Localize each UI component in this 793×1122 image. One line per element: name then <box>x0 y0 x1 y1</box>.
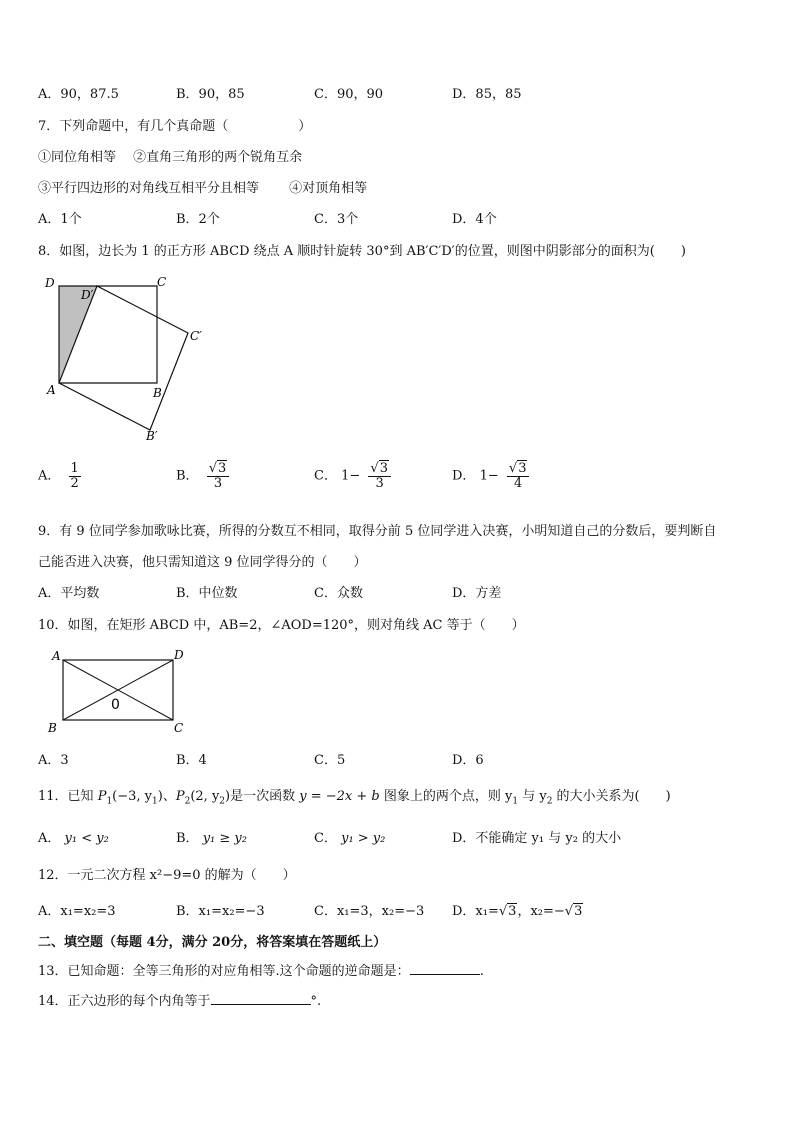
q8-label-d: D <box>45 276 55 290</box>
q14-answer-blank[interactable] <box>211 1004 311 1005</box>
q9-option-a: A．平均数 <box>38 586 100 601</box>
q8-rotated-square-figure <box>40 270 220 450</box>
q11-stem-post: 图象上的两个点，则 y <box>379 789 513 804</box>
q8-option-d-numerator: √3 <box>507 462 530 477</box>
q11-point-p2-coords: (2, y <box>190 789 220 804</box>
q12-option-d: D．x₁=√3，x₂=−√3 <box>452 904 583 919</box>
q8-option-c-denominator: 3 <box>375 475 384 491</box>
q11-stem <box>38 785 671 807</box>
q9-option-d: D．方差 <box>452 586 502 601</box>
q8-option-c-label: C． <box>314 468 337 484</box>
q13-stem-text: 13．已知命题：全等三角形的对应角相等.这个命题的逆命题是： <box>38 964 410 979</box>
q11-point-p1: P <box>97 789 107 804</box>
q7-option-a: A．1个 <box>38 212 82 227</box>
q8-option-c <box>314 462 391 490</box>
q6-option-a: A．90，87.5 <box>38 87 119 102</box>
q12-option-d-radicand-1: 3 <box>508 904 517 919</box>
q14-stem <box>38 990 321 1009</box>
q11-option-a-label: A． <box>38 831 61 846</box>
q8-option-b-numerator: √3 <box>207 462 230 477</box>
q8-option-c-radicand: 3 <box>379 461 388 476</box>
q11-option-b-label: B． <box>176 831 199 846</box>
q6-option-b: B．90，85 <box>176 87 245 102</box>
q11-point-p1-y-sub: 1 <box>152 796 158 807</box>
q8-option-a-fraction <box>69 462 81 490</box>
q11-point-p2-sub: 2 <box>184 796 191 807</box>
q8-option-d-fraction <box>507 462 530 490</box>
q8-stem: 8．如图，边长为 1 的正方形 ABCD 绕点 A 顺时针旋转 30°到 AB′C′D′的位置，则图中阴影部分的面积为( ) <box>38 244 686 259</box>
q11-point-p2: P <box>175 789 185 804</box>
q10-label-a: A <box>52 649 61 663</box>
q12-option-d-prefix: D．x₁= <box>452 904 499 919</box>
q7-option-c: C．3个 <box>314 212 359 227</box>
q11-point-p2-y-sub: 2 <box>219 796 226 807</box>
q8-option-b-radicand: 3 <box>218 461 227 476</box>
q14-end: °. <box>310 994 322 1009</box>
q8-label-d-prime: D′ <box>81 288 94 302</box>
q11-stem-end: 的大小关系为( ) <box>552 789 671 804</box>
q13-answer-blank[interactable] <box>410 974 480 975</box>
q7-option-b: B．2个 <box>176 212 220 227</box>
q11-stem-post2: 与 y <box>518 789 547 804</box>
q11-point-p1-sub: 1 <box>106 796 113 807</box>
q10-option-c: C．5 <box>314 753 346 768</box>
q11-y1-sub: 1 <box>512 796 519 807</box>
q13-stem <box>38 960 484 979</box>
q9-option-c: C．众数 <box>314 586 363 601</box>
q8-label-c: C <box>157 275 167 289</box>
q12-option-b: B．x₁=x₂=−3 <box>176 904 265 919</box>
q11-point-p2-close: ) <box>225 789 231 804</box>
q14-stem-text: 14．正六边形的每个内角等于 <box>38 994 211 1009</box>
q8-option-a-numerator: 1 <box>70 461 79 476</box>
q11-option-c <box>314 827 385 846</box>
q11-option-b <box>176 827 247 846</box>
q8-option-d-denominator: 4 <box>514 475 523 491</box>
q8-option-b-label: B． <box>176 468 199 484</box>
q8-label-a: A <box>47 383 56 397</box>
q13-end: . <box>479 964 484 979</box>
q10-rectangle-figure <box>44 646 204 736</box>
q7-stem <box>38 115 311 134</box>
q11-option-a-expr: y₁ < y₂ <box>64 831 109 846</box>
q6-option-d: D．85，85 <box>452 87 522 102</box>
q8-option-c-fraction <box>368 462 391 490</box>
q12-stem: 12．一元二次方程 x²−9=0 的解为（ ） <box>38 868 296 883</box>
q10-option-a: A．3 <box>38 753 69 768</box>
q8-option-d-label: D． <box>452 468 476 484</box>
q10-option-d: D．6 <box>452 753 484 768</box>
q12-option-c: C．x₁=3，x₂=−3 <box>314 904 425 919</box>
q8-option-d-one-minus: 1− <box>479 468 499 484</box>
q7-stem-text: 7．下列命题中，有几个真命题（ <box>38 119 229 134</box>
q8-option-a-denominator: 2 <box>70 475 79 491</box>
q11-function: y = −2x + b <box>299 789 380 804</box>
q7-statements-1: ①同位角相等 ②直角三角形的两个锐角互余 <box>38 150 303 165</box>
q8-option-c-one-minus: 1− <box>341 468 361 484</box>
q10-label-c: C <box>174 721 184 735</box>
q10-label-b: B <box>48 721 57 735</box>
q10-label-d: D <box>174 648 184 662</box>
q8-option-d-radicand: 3 <box>518 461 527 476</box>
q11-stem-prefix: 11．已知 <box>38 789 98 804</box>
q9-stem-line-2: 己能否进入决赛，他只需知道这 9 位同学得分的（ ） <box>38 555 367 570</box>
q8-label-b-prime: B′ <box>146 429 158 443</box>
q11-separator: 、 <box>162 789 176 804</box>
q7-option-d: D．4个 <box>452 212 497 227</box>
q8-option-b-fraction <box>207 462 230 490</box>
q8-option-b-denominator: 3 <box>213 475 223 491</box>
q12-option-d-radicand-2: 3 <box>574 904 583 919</box>
q11-option-a <box>38 827 109 846</box>
q8-label-c-prime: C′ <box>190 329 202 343</box>
q7-stem-close: ） <box>298 119 312 134</box>
q11-option-c-label: C． <box>314 831 337 846</box>
q11-stem-middle: 是一次函数 <box>230 789 300 804</box>
q10-option-b: B．4 <box>176 753 207 768</box>
q11-option-d: D．不能确定 y₁ 与 y₂ 的大小 <box>452 831 622 846</box>
q10-stem: 10．如图，在矩形 ABCD 中，AB=2，∠AOD=120°，则对角线 AC 等于（ ） <box>38 618 525 633</box>
q12-option-a: A．x₁=x₂=3 <box>38 904 116 919</box>
q8-option-a <box>38 462 81 490</box>
q11-point-p1-close: ) <box>157 789 163 804</box>
q12-option-d-middle: ，x₂=− <box>517 904 565 919</box>
q9-stem-line-1: 9．有 9 位同学参加歌咏比赛，所得的分数互不相同，取得分前 5 位同学进入决赛，小明知道自己的分数后，要判断自 <box>38 524 717 539</box>
q6-option-c: C．90，90 <box>314 87 384 102</box>
q9-option-b: B．中位数 <box>176 586 238 601</box>
q8-label-b: B <box>153 386 162 400</box>
q11-point-p1-coords: (−3, y <box>112 789 153 804</box>
q11-option-b-expr: y₁ ≥ y₂ <box>202 831 247 846</box>
q11-option-c-expr: y₁ > y₂ <box>341 831 386 846</box>
q8-option-a-label: A． <box>38 468 61 484</box>
q8-option-c-numerator: √3 <box>368 462 391 477</box>
q8-option-d <box>452 462 529 490</box>
q11-y2-sub: 2 <box>546 796 553 807</box>
q7-statements-2: ③平行四边形的对角线互相平分且相等 ④对顶角相等 <box>38 181 368 196</box>
q10-label-o: 0 <box>111 697 120 713</box>
q8-option-b <box>176 462 229 490</box>
section-2-title: 二、填空题（每题 4分，满分 20分，将答案填在答题纸上） <box>38 935 387 950</box>
